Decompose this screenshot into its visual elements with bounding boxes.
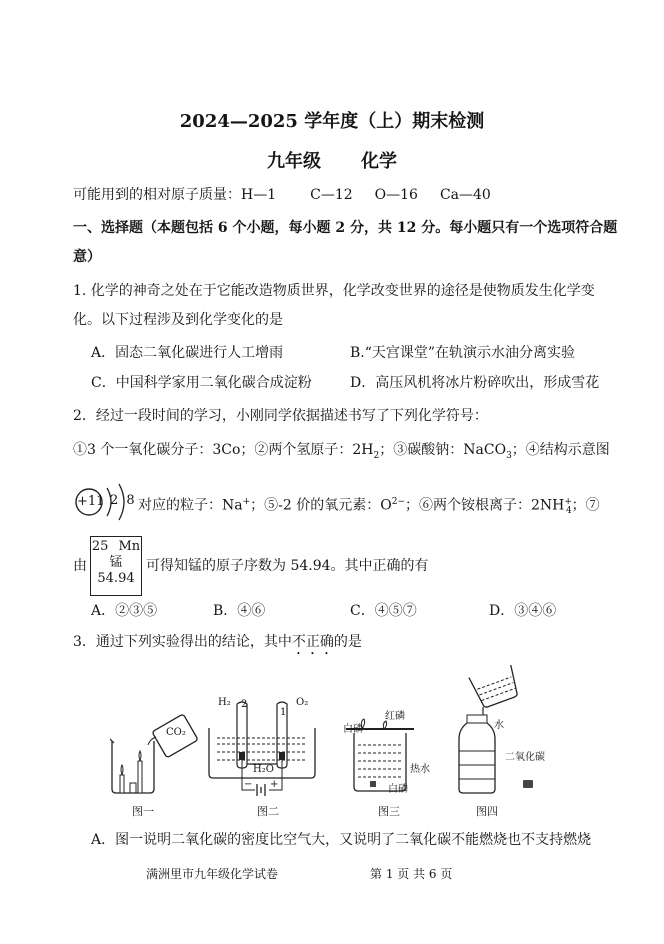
fig2-water-label: H₂O (253, 764, 274, 775)
footer-page-number: 第 1 页 共 6 页 (370, 867, 453, 881)
atomic-number: 25 (91, 539, 109, 554)
element-name: 锰 (109, 555, 123, 570)
q2-option-c: C．④⑤⑦ (350, 603, 417, 619)
subject-label: 化学 (361, 151, 397, 172)
q2-particles-line: 对应的粒子：Na+；⑤-2 价的氧元素：$O^{2-}$；⑥两个铵根离子：$2NH^+_4$；⑦ (138, 497, 600, 517)
grade-label: 九年级 (267, 151, 321, 172)
fig2-scale-1: 1 (280, 707, 287, 718)
fig3-white-p-label: 白磷 (343, 724, 363, 735)
q1-option-a: A．固态二氧化碳进行人工增雨 (91, 345, 284, 361)
figure-2-electrolysis (203, 698, 321, 798)
section-heading-cont: 意） (73, 249, 101, 265)
q2-symbols-line: ①3 个一氧化碳分子：3Co；②两个氢原子：$2H_2$；③碳酸钠：NaCO$_3$；④结构示意图 (73, 442, 610, 461)
element-box-mn (90, 536, 142, 596)
exam-title: 2024—2025 学年度（上）期末检测 (179, 111, 485, 132)
footer-school: 满洲里市九年级化学试卷 (146, 867, 279, 881)
q1-stem-cont: 化。以下过程涉及到化学变化的是 (73, 312, 283, 328)
q1-option-c: C．中国科学家用二氧化碳合成淀粉 (91, 375, 312, 391)
fig2-plus: + (270, 779, 279, 790)
fig2-minus: − (244, 779, 253, 790)
fig1-co2-label: CO₂ (166, 727, 186, 738)
fig3-caption: 图三 (378, 805, 400, 818)
q2-conclusion: 可得知锰的原子序数为 54.94。其中正确的有 (146, 558, 429, 574)
q2-prefix: 由 (73, 558, 87, 574)
nucleus-charge: +11 (77, 494, 105, 509)
q2-option-d: D．③④⑥ (489, 603, 557, 619)
exam-subtitle (0, 147, 664, 173)
fig2-o2-label: O₂ (296, 697, 309, 708)
electron-shells: 2 8 (110, 493, 135, 508)
q2-stem: 2．经过一段时间的学习，小刚同学依据描述书写了下列化学符号： (73, 408, 488, 424)
fig1-caption: 图一 (132, 805, 154, 818)
q1-option-b: B.“天宫课堂”在轨演示水油分离实验 (350, 345, 576, 361)
figure-1-co2-candles (110, 705, 200, 795)
q2-option-b: B．④⑥ (213, 603, 266, 619)
q1-option-d: D．高压风机将冰片粉碎吹出，形成雪花 (350, 375, 600, 391)
section-heading: 一、选择题（本题包括 6 个小题，每小题 2 分，共 12 分。每小题只有一个选项符合题 (73, 220, 618, 236)
fig4-caption: 图四 (476, 805, 498, 818)
fig4-water-label: 水 (494, 720, 504, 731)
fig4-co2-label: 二氧化碳 (505, 752, 545, 763)
q3-stem: 3．通过下列实验得出的结论，其中不正确的是 (73, 634, 362, 650)
atomic-mass-line: 可能用到的相对原子质量：H—1 C—12 O—16 Ca—40 (73, 187, 491, 203)
q2-option-a: A．②③⑤ (91, 603, 158, 619)
fig3-hot-water-label: 热水 (410, 764, 430, 775)
fig3-red-p-label: 红磷 (385, 711, 405, 722)
atomic-mass: 54.94 (97, 571, 135, 586)
fig2-caption: 图二 (257, 805, 279, 818)
fig3-white-p2-label: 白磷 (388, 784, 408, 795)
bottle-cap-icon (522, 778, 534, 790)
element-symbol: Mn (118, 539, 141, 554)
q3-option-a: A．图一说明二氧化碳的密度比空气大，又说明了二氧化碳不能燃烧也不支持燃烧 (91, 832, 592, 848)
q1-stem: 1. 化学的神奇之处在于它能改造物质世界，化学改变世界的途径是使物质发生化学变 (73, 283, 595, 299)
fig2-scale-2: 2 (241, 699, 248, 710)
fig2-h2-label: H₂ (218, 697, 231, 708)
